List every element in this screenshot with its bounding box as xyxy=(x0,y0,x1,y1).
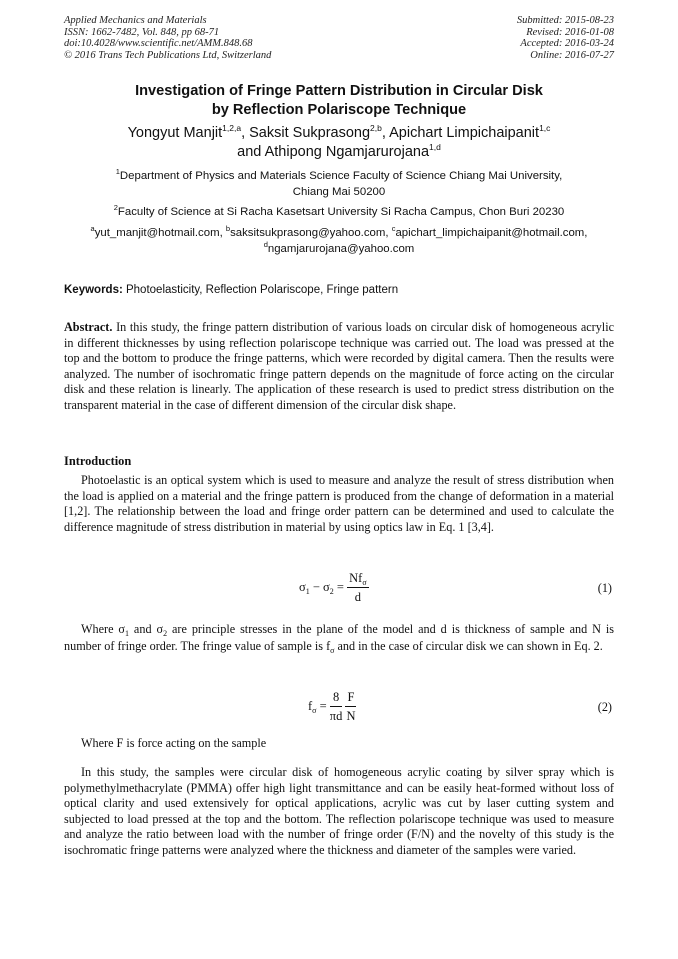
text-run: Where xyxy=(81,622,119,636)
authors-line-2 xyxy=(64,143,614,162)
eq-denominator: πd xyxy=(329,709,343,723)
email-sup: c xyxy=(391,224,396,233)
abstract xyxy=(64,320,614,414)
equation-1-label: (1) xyxy=(597,581,612,595)
email-sup: d xyxy=(263,239,268,249)
equation-2 xyxy=(308,690,356,724)
eq-subscript: σ xyxy=(362,578,367,587)
title-line-2: by Reflection Polariscope Technique xyxy=(211,101,467,118)
issn-line: ISSN: 1662-7482, Vol. 848, pp 68-71 xyxy=(64,26,220,38)
eq-subscript: 2 xyxy=(163,629,168,638)
equation-2-label: (2) xyxy=(597,700,612,714)
text-run: and in the case of circular disk we can shown in Eq. 2. xyxy=(334,638,603,653)
author-sup: 1,d xyxy=(429,142,441,152)
eq-numerator: F xyxy=(345,690,356,707)
eq-fraction xyxy=(347,571,369,605)
author-sep: , xyxy=(381,125,390,141)
author-name: and Athipong Ngamjarurojana xyxy=(237,144,430,160)
title-line-1: Investigation of Fringe Pattern Distribution in Circular Disk xyxy=(135,83,543,99)
eq-denominator: d xyxy=(354,590,361,604)
intro-paragraph-1: Photoelastic is an optical system which is used to measure and analyze the result of stress distribution when the load is applied on a material and the fringe pattern is produced from the change of deformation in a material [1,2]. The relationship between the load and fringe order pattern can be determined and used to calculate the difference magnitude of stress distribution in material by using optics law in Eq. 1 [3,4]. xyxy=(64,473,614,534)
eq-denominator: N xyxy=(346,709,356,723)
email-sup: b xyxy=(225,224,231,233)
email-sup: a xyxy=(90,224,95,233)
author-list xyxy=(64,124,614,162)
text-run: are principle stresses in the plane of the model and d is thickness of sample and N is number of fringe order. The fringe value of sample is xyxy=(64,622,614,653)
affiliation-text: Department of Physics and Materials Science Faculty of Science Chiang Mai University, xyxy=(119,170,563,182)
author-sup: 2,b xyxy=(370,123,382,133)
eq-numerator: Nf xyxy=(349,571,363,585)
affiliation-sup: 2 xyxy=(113,203,118,212)
abstract-label: Abstract. xyxy=(64,320,113,334)
eq-subscript: 1 xyxy=(305,586,310,596)
email-link[interactable]: ngamjarurojana@yahoo.com xyxy=(267,242,415,255)
author-sup: 1,c xyxy=(539,123,551,133)
eq-subscript: σ xyxy=(330,645,335,655)
journal-name: Applied Mechanics and Materials xyxy=(64,15,207,26)
affiliation-text: Chiang Mai 50200 xyxy=(292,185,386,198)
eq-subscript: 1 xyxy=(125,629,129,638)
email-list xyxy=(64,226,614,257)
affiliation-sup: 1 xyxy=(115,167,120,176)
eq-fraction xyxy=(330,690,343,724)
dates-header xyxy=(517,15,614,61)
paper-title xyxy=(64,82,614,119)
keywords-text: Photoelasticity, Reflection Polariscope, Fringe pattern xyxy=(122,284,399,296)
online-date: Online: 2016-07-27 xyxy=(530,49,614,61)
eq-symbol: σ xyxy=(156,622,164,636)
copyright-line: © 2016 Trans Tech Publications Ltd, Switzerland xyxy=(64,49,272,61)
email-link[interactable]: apichart_limpichaipanit@hotmail.com, xyxy=(395,227,588,239)
authors-line-1 xyxy=(64,124,614,143)
author-sep: , xyxy=(241,125,250,141)
eq-symbol: = xyxy=(316,698,330,713)
author-sup: 1,2,a xyxy=(222,123,242,133)
revised-date: Revised: 2016-01-08 xyxy=(526,26,614,38)
email-link[interactable]: yut_manjit@hotmail.com, xyxy=(94,227,223,239)
eq-numerator: 8 xyxy=(330,690,343,707)
author-name: Apichart Limpichaipanit xyxy=(389,125,540,141)
eq-symbol: f xyxy=(326,638,331,653)
eq-subscript: 2 xyxy=(329,586,334,596)
eq-symbol: σ xyxy=(299,579,306,594)
section-heading-introduction: Introduction xyxy=(64,454,132,468)
submitted-date: Submitted: 2015-08-23 xyxy=(516,15,614,26)
eq-fraction xyxy=(345,690,356,724)
intro-paragraph-3: Where F is force acting on the sample xyxy=(81,736,267,750)
affiliation-2 xyxy=(64,205,614,221)
journal-header xyxy=(64,15,271,61)
affiliation-text: Faculty of Science at Si Racha Kasetsart University Si Racha Campus, Chon Buri 20230 xyxy=(117,206,565,218)
eq-symbol: f xyxy=(308,698,313,713)
doi-line: doi:10.4028/www.scientific.net/AMM.848.68 xyxy=(64,38,253,50)
abstract-text: In this study, the fringe pattern distribution of various loads on circular disk of homogeneous acrylic in different thicknesses by using reflection polariscope technique was carried out. The load was pressed at the top and the bottom to produce the fringe patterns, which were recorded by digital camera. Then the results were analyzed. The number of isochromatic fringe pattern depends on the magnitude of force acting on the circular disk and these relation is linearly. The application of these research is used to predict stress distribution on the transparent material in the case of different dimension of the circular disk shape. xyxy=(64,320,614,412)
eq-subscript: σ xyxy=(312,705,317,715)
affiliation-1 xyxy=(64,169,614,200)
keywords xyxy=(64,284,614,296)
equation-1 xyxy=(299,571,369,605)
text-run: and xyxy=(129,622,157,636)
intro-paragraph-4: In this study, the samples were circular disk of homogeneous acrylic coating by silver spray which is polymethylmethacrylate (PMMA) offer high light transmittance and can be easily heat-formed without loss of optical clarity and used extensively for optical applications, acrylic was cut by laser cutting system and subjected to load pressed at the top and the bottom. The reflection polariscope technique was used to measure and analyze the ratio between load with the number of fringe order (F/N) and the novelty of this study is the isochromatic fringe patterns were analyzed where the thickness and diameter of the samples were varied. xyxy=(64,765,614,857)
author-name: Saksit Sukprasong xyxy=(249,125,371,141)
eq-symbol: − σ xyxy=(309,579,330,594)
email-link[interactable]: saksitsukprasong@yahoo.com, xyxy=(230,227,389,239)
eq-symbol: = xyxy=(333,579,348,594)
intro-paragraph-2 xyxy=(64,622,614,655)
author-name: Yongyut Manjit xyxy=(127,125,223,141)
keywords-label: Keywords: xyxy=(64,284,123,296)
accepted-date: Accepted: 2016-03-24 xyxy=(520,38,614,50)
eq-symbol: σ xyxy=(118,622,125,636)
